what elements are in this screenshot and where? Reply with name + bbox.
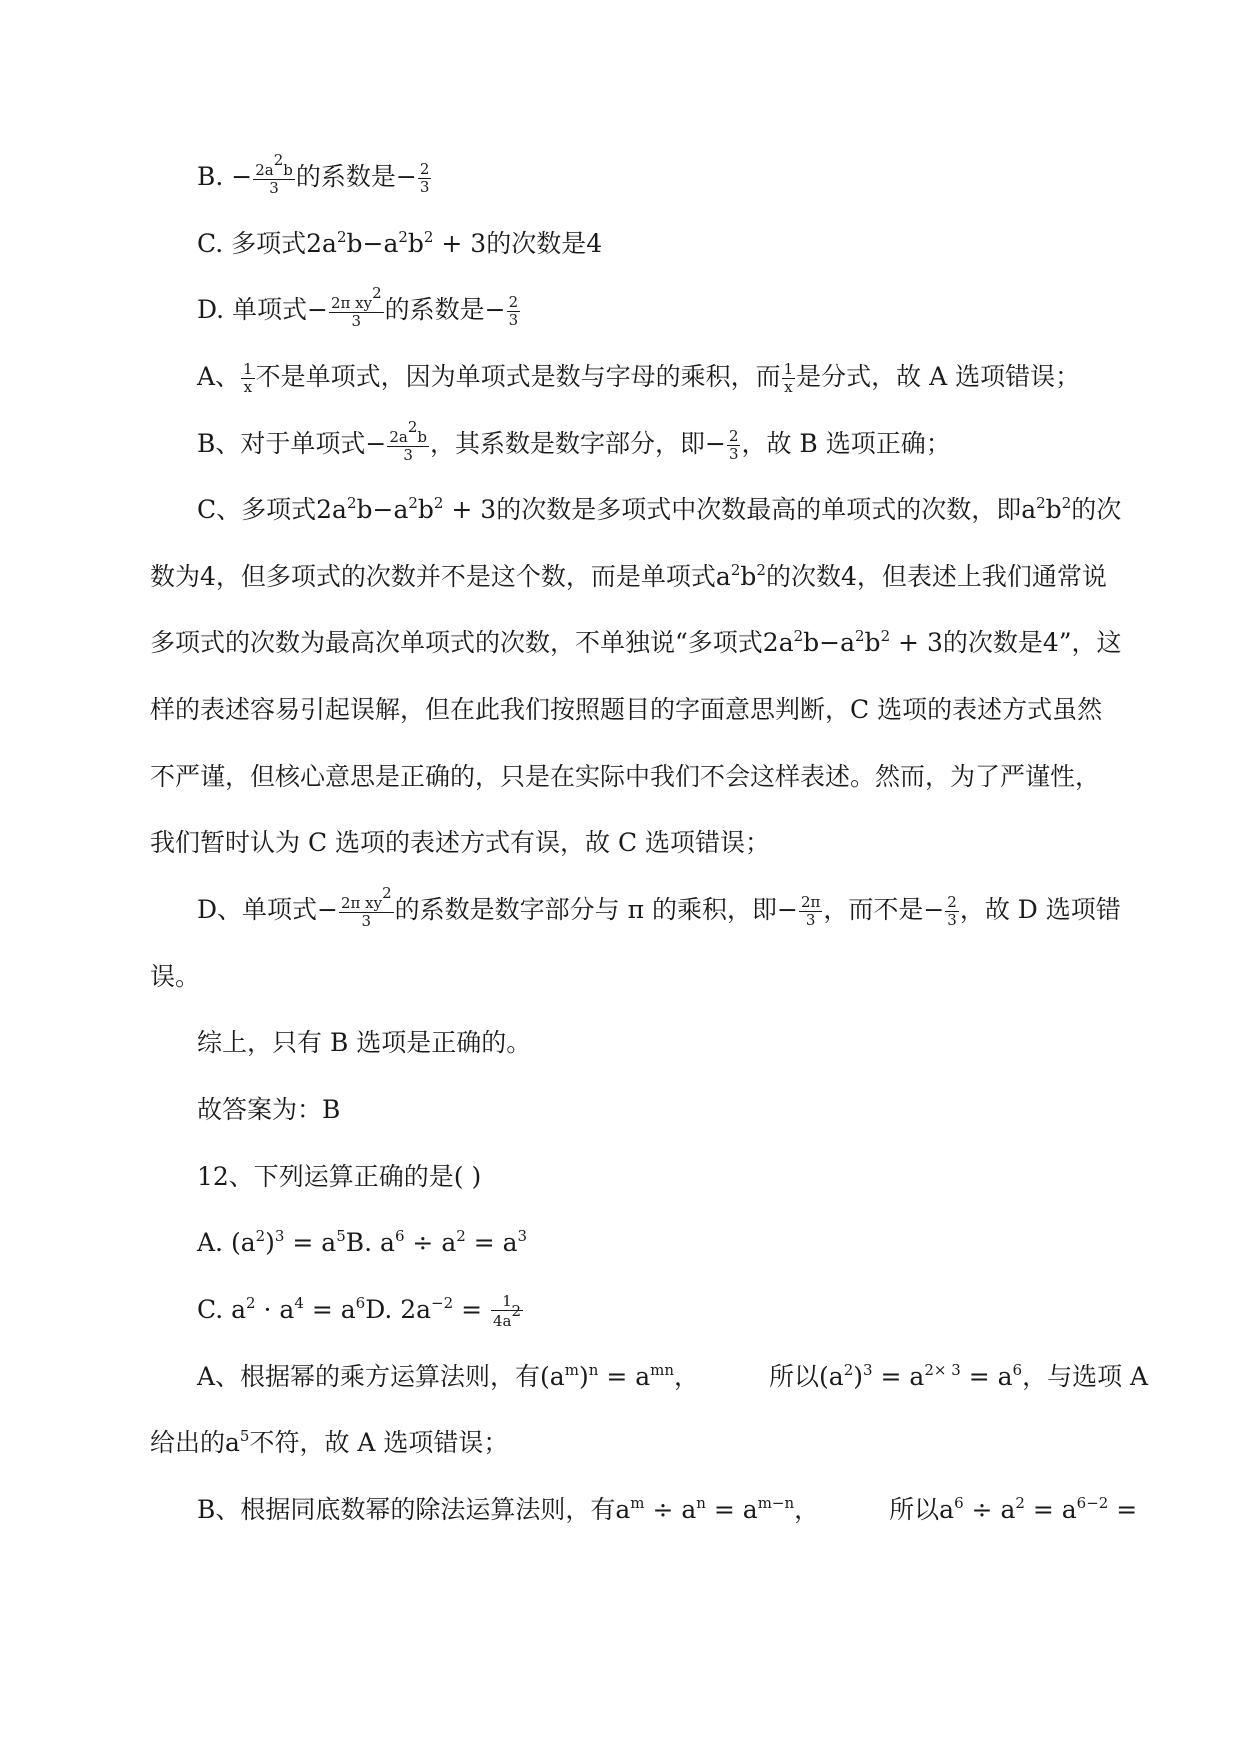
q11-analysis-c-6: 我们暂时认为 C 选项的表述方式有误，故 C 选项错误； [150,828,771,857]
q12-analysis-b-1: B、根据同底数幂的除法运算法则，有$a^m \div a^n = a^{m-n}$， 所以$a^6 \div a^2 = a^{6-2}$ = [197,1494,1138,1524]
q11-analysis-d-2: 误。 [150,962,201,991]
q11-option-d: D. 单项式− $\frac{2\pi xy^2}{3}$ 的系数是− $\frac{2}{3}$ [197,284,519,330]
q11-analysis-c-1: C、多项式$2a^2b-a^2b^2 + 3$的次数是多项式中次数最高的单项式的次数，即$a^2b^2$的次 [197,494,1122,524]
q12-options-cd: C. $a^2 \cdot a^4 = a^6D$. $2a^{-2}$ = $\frac{1}{4a^2}$ [197,1292,522,1330]
q11-analysis-c-2: 数为4，但多项式的次数并不是这个数，而是单项式$a^2b^2$的次数4，但表述上我们通常说 [150,561,1107,591]
q11-analysis-d-1: D、单项式− $\frac{2\pi xy^2}{3}$ 的系数是数字部分与 π 的乘积，即− $\frac{2\pi}{3}$ ，而不是− $\frac{2}{3}$ ，故 D 选项错 [197,884,1121,930]
q11-answer: 故答案为：B [197,1095,341,1124]
q11-analysis-c-3: 多项式的次数为最高次单项式的次数，不单独说“多项式$2a^2b-a^2b^2 + 3$的次数是4”，这 [150,627,1122,657]
q11-option-b: B. − $\frac{2a^2b}{3}$ 的系数是− $\frac{2}{3}$ [197,151,430,197]
q11-option-c: C. 多项式$2a^2b-a^2b^2 + 3$的次数是4 [197,228,603,258]
q11-analysis-c-5: 不严谨，但核心意思是正确的，只是在实际中我们不会这样表述。然而，为了严谨性， [150,762,1101,791]
q11-analysis-a: A、 $\frac{1}{x}$ 不是单项式，因为单项式是数与字母的乘积，而 $\frac{1}{x}$ 是分式，故 A 选项错误； [197,360,1081,396]
q12-analysis-a-1: A、根据幂的乘方运算法则，有$(a^m)^n = a^{mn}$， 所以$(a^2)^3 = a^{2\times 3} = a^6$，与选项 A [197,1361,1149,1391]
q11-analysis-c-4: 样的表述容易引起误解，但在此我们按照题目的字面意思判断，C 选项的表述方式虽然 [150,695,1103,724]
q11-analysis-b: B、对于单项式− $\frac{2a^2b}{3}$ ，其系数是数字部分，即− $\frac{2}{3}$ ，故 B 选项正确； [197,418,951,464]
q12-stem: 12、下列运算正确的是( ) [197,1162,482,1191]
q11-summary: 综上，只有 B 选项是正确的。 [197,1028,532,1057]
q12-analysis-a-2: 给出的$a^5$不符，故 A 选项错误； [150,1427,509,1457]
q12-options-ab: A. $(a^2)^3 = a^5B$. $a^6 \div a^2 = a^3$ [197,1227,528,1257]
